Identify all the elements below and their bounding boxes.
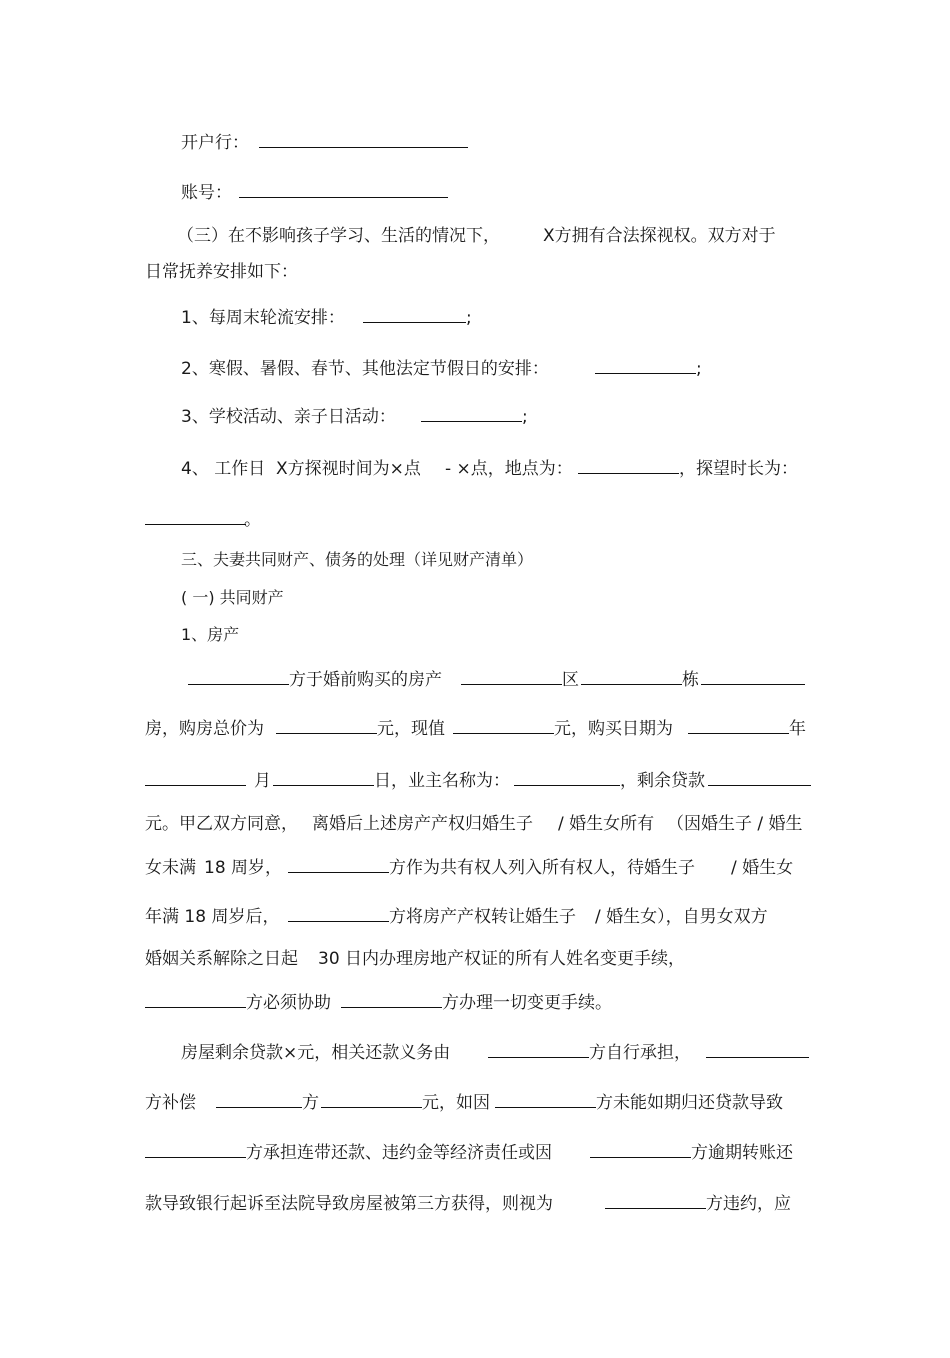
house-line-7 <box>0 944 950 974</box>
section3-heading-line <box>0 545 950 575</box>
visit-item-1-end: ; <box>466 308 472 328</box>
visit-item-2 <box>0 354 950 384</box>
visit-item-3-end: ; <box>522 407 528 427</box>
house-l2-c: 元，购买日期为 <box>554 719 673 739</box>
visit-item-2-blank[interactable] <box>595 354 696 374</box>
visit-item-4-end: 。 <box>244 510 261 530</box>
house-line-8 <box>0 988 950 1018</box>
visit-item-4-cont <box>0 505 950 535</box>
loan-l1-b: 方自行承担， <box>589 1043 691 1063</box>
loan-comp-blank-1[interactable] <box>706 1038 809 1058</box>
house-month-blank[interactable] <box>145 766 246 786</box>
visit-item-2-label: 2、寒假、暑假、春节、其他法定节假日的安排： <box>181 359 549 379</box>
house-line-6 <box>0 902 950 932</box>
house-district-blank[interactable] <box>461 665 562 685</box>
visit-item-4-c: - ×点，地点为： <box>445 459 573 479</box>
loan-line-4 <box>0 1189 950 1219</box>
visit-item-4-a: 4、 工作日 <box>181 459 266 479</box>
house-l2-b: 元，现值 <box>377 719 445 739</box>
loan-l2-a: 方补偿 <box>145 1093 196 1113</box>
loan-l2-d: 方未能如期归还贷款导致 <box>596 1093 783 1113</box>
house-l7-a: 婚姻关系解除之日起 <box>145 949 298 969</box>
house-coowner-blank[interactable] <box>288 853 389 873</box>
visit-item-4-d: ，探望时长为： <box>679 459 798 479</box>
house-line-4 <box>0 809 950 839</box>
section3-sub1: ( 一) 共同财产 <box>181 588 284 607</box>
house-price-blank[interactable] <box>276 714 377 734</box>
loan-l2-b: 方 <box>302 1093 319 1113</box>
section3-item1: 1、房产 <box>181 625 240 644</box>
house-assist-blank-1[interactable] <box>145 988 246 1008</box>
house-assist-blank-2[interactable] <box>341 988 442 1008</box>
house-l5-b: 18 周岁， <box>204 858 283 878</box>
house-l4-c: / 婚生女所有 <box>558 814 655 834</box>
house-building-blank[interactable] <box>581 665 682 685</box>
house-l4-b: 离婚后上述房产产权归婚生子 <box>312 814 533 834</box>
house-l3-b: 日，业主名称为： <box>374 771 510 791</box>
house-owner-blank[interactable] <box>188 665 289 685</box>
house-l1-c: 栋 <box>682 670 699 690</box>
house-room-blank[interactable] <box>701 665 805 685</box>
account-label: 账号： <box>181 183 232 203</box>
loan-l3-b: 方逾期转账还 <box>691 1143 793 1163</box>
visit-item-4-b: X方探视时间为×点 <box>276 459 421 479</box>
visit-item-1-label: 1、每周末轮流安排： <box>181 308 345 328</box>
visit-intro-text-2: X方拥有合法探视权。双方对于 <box>543 226 776 246</box>
loan-amount-blank[interactable] <box>321 1088 422 1108</box>
account-blank[interactable] <box>239 178 448 198</box>
loan-default-blank[interactable] <box>495 1088 596 1108</box>
loan-l4-a: 款导致银行起诉至法院导致房屋被第三方获得，则视为 <box>145 1194 553 1214</box>
house-line-1 <box>0 665 950 695</box>
visit-item-3 <box>0 402 950 432</box>
house-l4-d: （因婚生子 / 婚生 <box>667 814 803 834</box>
visit-item-1-blank[interactable] <box>363 303 466 323</box>
house-transfer-blank[interactable] <box>288 902 389 922</box>
loan-overdue-blank[interactable] <box>590 1138 691 1158</box>
loan-line-1 <box>0 1038 950 1068</box>
account-line <box>0 178 950 208</box>
house-l5-a: 女未满 <box>145 858 196 878</box>
loan-l2-c: 元，如因 <box>422 1093 490 1113</box>
visit-intro-line-1 <box>0 221 950 251</box>
house-l3-a: 月 <box>254 771 271 791</box>
visit-item-1 <box>0 303 950 333</box>
visit-item-3-blank[interactable] <box>421 402 522 422</box>
loan-joint-blank[interactable] <box>145 1138 246 1158</box>
house-l5-d: / 婚生女 <box>731 858 794 878</box>
bank-line <box>0 128 950 158</box>
visit-item-2-end: ; <box>696 359 702 379</box>
loan-l1-a: 房屋剩余贷款×元，相关还款义务由 <box>181 1043 451 1063</box>
house-l6-b: 方将房产产权转让婚生子 <box>389 907 576 927</box>
house-line-2 <box>0 714 950 744</box>
house-l1-a: 方于婚前购买的房产 <box>289 670 442 690</box>
loan-breach-blank[interactable] <box>605 1189 706 1209</box>
loan-line-3 <box>0 1138 950 1168</box>
house-l2-a: 房，购房总价为 <box>145 719 264 739</box>
loan-payer-blank[interactable] <box>488 1038 589 1058</box>
loan-line-2 <box>0 1088 950 1118</box>
house-l5-c: 方作为共有权人列入所有权人，待婚生子 <box>389 858 695 878</box>
house-l8-b: 方办理一切变更手续。 <box>442 993 612 1013</box>
loan-comp-blank-2[interactable] <box>216 1088 302 1108</box>
house-l2-d: 年 <box>789 719 806 739</box>
house-value-blank[interactable] <box>453 714 554 734</box>
loan-l4-b: 方违约，应 <box>706 1194 791 1214</box>
house-owner-name-blank[interactable] <box>514 766 620 786</box>
visit-intro-line-2 <box>0 257 950 287</box>
house-line-5 <box>0 853 950 883</box>
section3-sub1-line <box>0 583 950 613</box>
house-l7-b: 30 日内办理房地产权证的所有人姓名变更手续， <box>318 949 686 969</box>
bank-blank[interactable] <box>259 128 468 148</box>
visit-intro-text-1: （三）在不影响孩子学习、生活的情况下， <box>177 226 500 246</box>
house-loan-blank[interactable] <box>708 766 811 786</box>
house-day-blank[interactable] <box>273 766 374 786</box>
visit-intro-text-3: 日常抚养安排如下： <box>145 262 298 282</box>
house-line-3 <box>0 766 950 796</box>
visit-item-4-place-blank[interactable] <box>578 454 679 474</box>
house-l8-a: 方必须协助 <box>246 993 331 1013</box>
visit-item-3-label: 3、学校活动、亲子日活动： <box>181 407 396 427</box>
house-l6-c: / 婚生女），自男女双方 <box>595 907 768 927</box>
house-l3-c: ，剩余贷款 <box>620 771 705 791</box>
visit-item-4-duration-blank[interactable] <box>145 505 246 525</box>
house-l4-a: 元。甲乙双方同意， <box>145 814 298 834</box>
house-l6-a: 年满 18 周岁后， <box>145 907 280 927</box>
house-l1-b: 区 <box>562 670 579 690</box>
section3-item1-line <box>0 620 950 650</box>
bank-label: 开户行： <box>181 133 249 153</box>
visit-item-4 <box>0 454 950 484</box>
house-year-blank[interactable] <box>688 714 789 734</box>
section3-heading: 三、夫妻共同财产、债务的处理（详见财产清单） <box>181 550 534 569</box>
loan-l3-a: 方承担连带还款、违约金等经济责任或因 <box>246 1143 552 1163</box>
